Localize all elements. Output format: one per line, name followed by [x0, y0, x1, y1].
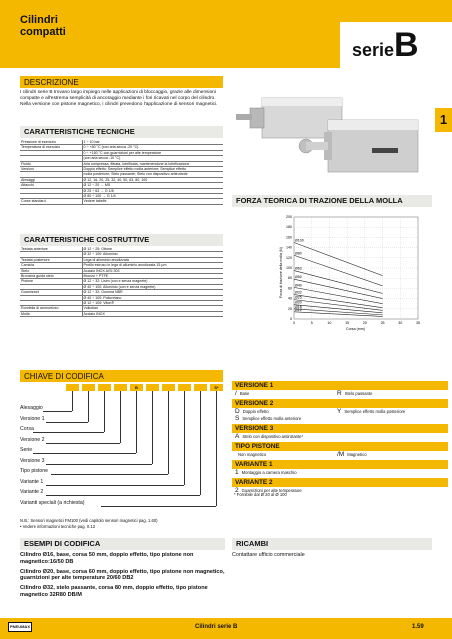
leader-line [101, 506, 216, 507]
code-box [114, 384, 127, 391]
footer-logo: PNEUMAX [8, 622, 32, 632]
row-value: Acciaio INOX AISI 303 [82, 268, 223, 273]
leader-line [46, 443, 120, 444]
forza-title: FORZA TEORICA DI TRAZIONE DELLA MOLLA [232, 195, 432, 207]
x-tick-label: 15 [345, 321, 350, 325]
version-title: VERSIONE 3 [232, 424, 448, 433]
version-title: VERSIONE 2 [232, 399, 448, 408]
code-box [146, 384, 159, 391]
version-option-2 [337, 390, 372, 397]
esempio-item: Cilindro Ø32, stelo passante, corsa 80 mm, doppio effetto, tipo pistone magnetico 32R80 DB/M [20, 585, 208, 598]
version-text: Doppio effetto [242, 409, 269, 414]
leader-line [46, 485, 184, 486]
code-box [66, 384, 79, 391]
row-value: Ø 25 ÷ 63 → G 1/8 [82, 188, 223, 193]
row-key: Guarnizioni [20, 290, 82, 295]
chiave-note1: N.B.: Sensori magnetici FM100 (vedi capitolo sensori magnetici pag. 1.60) [20, 518, 158, 523]
row-value: molla posteriore; Stelo passante; Stelo con dispositivo antirotante [82, 172, 223, 177]
version-code: S [235, 415, 240, 422]
version-row [232, 408, 448, 415]
descrizione-title: DESCRIZIONE [20, 76, 223, 88]
row-key: Pressione di esercizio [20, 140, 82, 145]
tecniche-title: CARATTERISTICHE TECNICHE [20, 126, 223, 138]
leader-line [168, 391, 169, 474]
esempio-item: Cilindro Ø16, base, corsa 50 mm, doppio effetto, tipo pistone non magnetico:16/50 DB [20, 552, 194, 565]
version-section [232, 442, 448, 458]
row-value: Vedere tabelle [82, 199, 223, 204]
y-tick-label: 140 [286, 245, 292, 250]
version-section [232, 381, 448, 397]
series-label: Ø25 [295, 295, 302, 300]
version-text: Base [239, 391, 250, 396]
version-code: 1 [235, 469, 239, 476]
row-key: Corse standard [20, 199, 82, 204]
row-key: Testata anteriore [20, 247, 82, 252]
table-row [20, 199, 223, 204]
code-box [194, 384, 207, 391]
version-title: VARIANTE 1 [232, 460, 448, 469]
code-label: Variante 1 [20, 478, 44, 485]
x-tick-label: 10 [327, 321, 332, 325]
version-code: R [337, 390, 342, 397]
x-tick-label: 20 [362, 321, 367, 325]
tecniche-table [20, 140, 223, 205]
code-label: Varianti speciali (a richiesta) [20, 499, 85, 506]
footnote: * Fornibile dal Ø 20 al Ø 100 [234, 492, 287, 497]
y-tick-label: 40 [288, 296, 292, 301]
y-tick-label: 180 [286, 225, 292, 230]
row-key: Bronzina guida stelo [20, 274, 82, 279]
row-value: Ø 12 ÷ 100: Viton® [82, 301, 223, 306]
row-value: Bronzo + PTFE [82, 274, 223, 279]
row-key: Testata posteriore [20, 257, 82, 262]
y-tick-label: 20 [288, 306, 292, 311]
code-label: Alesaggio [20, 405, 43, 411]
version-code: Y [337, 408, 342, 415]
version-section [232, 399, 448, 422]
code-label: Tipo pistone [20, 468, 49, 474]
version-title: VERSIONE 1 [232, 381, 448, 390]
code-label: Variante 2 [20, 489, 44, 495]
version-code: / [235, 390, 237, 397]
row-value: Vulkollan [82, 306, 223, 311]
version-text: Guarnizioni per alte temperature [241, 488, 302, 493]
y-tick-label: 200 [286, 215, 292, 219]
version-code: A [235, 433, 240, 440]
row-key: Camicia [20, 263, 82, 268]
series-label: Ø32 [295, 290, 302, 295]
row-value: Ø 12, 16, 20, 25, 32, 40, 50, 63, 80, 100 [82, 177, 223, 182]
row-key: Pistone [20, 279, 82, 284]
row-value: Lega di alluminio anodizzata [82, 257, 223, 262]
leader-line [120, 391, 121, 443]
code-label: Serie [20, 447, 33, 453]
version-text: Stelo con dispositivo antirotante* [242, 434, 304, 439]
row-value: Ø 12 ÷ 32: Lisim (con e senza magnete) [82, 279, 223, 284]
spring-force-chart [232, 209, 432, 339]
x-tick-label: 0 [293, 321, 295, 325]
series-label: Ø16 [295, 304, 302, 309]
series-label: Ø20 [295, 300, 302, 305]
row-key: Molla [20, 311, 82, 316]
cylinder-illustration [232, 90, 432, 186]
chiave-note2: • Vedere informazioni tecniche pag. 0.12 [20, 524, 96, 529]
version-row [232, 451, 448, 458]
version-text: Magnetico [347, 452, 367, 457]
leader-line [43, 411, 72, 412]
row-value: Profilo estruso in lega di alluminio anodizzata 15 µm [82, 263, 223, 268]
leader-line [152, 391, 153, 464]
row-value: 1 ÷ 10 bar [82, 140, 223, 145]
version-title: TIPO PISTONE [232, 442, 448, 451]
row-key: Versioni [20, 167, 82, 172]
y-axis-label: Forza di trazione della molla (N) [279, 247, 283, 298]
row-value: Ø 12 ÷ 25: Ottone [82, 247, 223, 252]
code-label: Versione 2 [20, 436, 45, 443]
leader-line [216, 391, 217, 506]
leader-line [46, 422, 88, 423]
series-label: Ø40 [295, 283, 302, 288]
version-text: Non magnetico [238, 452, 267, 457]
version-option-2 [337, 451, 367, 458]
y-tick-label: 0 [290, 317, 292, 321]
y-tick-label: 80 [288, 276, 292, 281]
header-title: Cilindri compatti [20, 14, 66, 38]
x-tick-label: 30 [398, 321, 403, 325]
row-value: Ø 40 ÷ 100: Poliuretano [82, 295, 223, 300]
version-option-2 [337, 408, 405, 415]
leader-line [136, 391, 137, 453]
leader-line [72, 391, 73, 411]
esempi-list [20, 552, 225, 602]
code-box [178, 384, 191, 391]
code-box [82, 384, 95, 391]
y-tick-label: 60 [288, 286, 292, 291]
version-text: Semplice effetto molla anteriore [242, 416, 302, 421]
version-text: Semplice effetto molla posteriore [344, 409, 406, 414]
row-value: Ø 32 ÷ 100: Alluminio [82, 252, 223, 257]
x-axis-label: Corsa (mm) [346, 327, 365, 331]
version-code: 2 [235, 487, 239, 494]
row-value: Ø 12 ÷ 20 → M5 [82, 183, 223, 188]
row-key: Stelo [20, 268, 82, 273]
row-value: Ø 80 ÷ 100 → G 1/4 [82, 194, 223, 199]
x-tick-label: 5 [310, 321, 313, 325]
version-title: VARIANTE 2 [232, 478, 448, 487]
row-value: Ø 12 ÷ 32: Gomma NBR [82, 290, 223, 295]
footer-center: Cilindri serie B [195, 624, 238, 630]
version-text: Stelo passante [344, 391, 373, 396]
ricambi-title: RICAMBI [232, 538, 432, 550]
leader-line [51, 474, 168, 475]
code-box: S* [210, 384, 223, 391]
leader-line [46, 495, 200, 496]
row-value: Ø 40 ÷ 100: Alluminio (con e senza magnete) [82, 284, 223, 289]
series-label: Ø12 [295, 307, 302, 312]
row-value: Doppio effetto; Semplice effetto molla anteriore; Semplice effetto [82, 167, 223, 172]
version-code: D [235, 408, 240, 415]
y-tick-label: 160 [286, 235, 292, 240]
code-label: Versione 3 [20, 457, 45, 464]
version-row [232, 390, 448, 397]
row-key: Alesaggi [20, 177, 82, 182]
series-label: serieB [352, 26, 419, 64]
version-section [232, 424, 448, 440]
row-value: Acciaio INOX [82, 311, 223, 316]
series-label: Ø100 [295, 238, 304, 243]
series-label: Ø63 [295, 266, 302, 271]
esempi-title: ESEMPI DI CODIFICA [20, 538, 225, 550]
series-label: Ø80 [295, 251, 302, 256]
version-row [232, 469, 448, 476]
leader-line [184, 391, 185, 485]
costruttive-table [20, 247, 223, 317]
y-tick-label: 120 [286, 255, 292, 260]
y-tick-label: 100 [286, 266, 292, 270]
esempio-item: Cilindro Ø20, base, corsa 60 mm, doppio effetto, tipo pistone non magnetico, guarnizioni per alte temperature 20/60 DB2 [20, 568, 225, 582]
row-key: Temperatura di esercizio [20, 145, 82, 150]
version-row [232, 433, 448, 440]
row-value: Aria compressa, filtrata, lubrificata, mantenendone la lubrificazione [82, 161, 223, 166]
version-text: Montaggio a camera maschio [241, 470, 297, 475]
footer-page: 1.59 [412, 624, 424, 630]
chapter-tab: 1 [435, 108, 452, 132]
leader-line [104, 391, 105, 432]
code-box: B [130, 384, 143, 391]
ricambi-text: Contattare ufficio commerciale [232, 552, 305, 558]
row-value: (con aria secca -10 °C) [82, 156, 223, 161]
leader-line [33, 432, 104, 433]
x-tick-label: 35 [416, 321, 420, 325]
row-value: 0 ÷ +150 °C con guarnizioni per alte temperature [82, 150, 223, 155]
row-key: Rondella di ammortizzo [20, 306, 82, 311]
leader-line [46, 464, 152, 465]
code-label: Versione 1 [20, 415, 45, 422]
row-value: 0 ÷ +80 °C (con aria secca -20 °C) [82, 145, 223, 150]
series-label: Ø50 [295, 275, 302, 280]
table-row [20, 311, 223, 316]
code-box [162, 384, 175, 391]
row-key: Attacchi [20, 183, 82, 188]
version-section [232, 460, 448, 476]
descrizione-text: I cilindri serie B trovano largo impiego nelle applicazioni di bloccaggio, grazie alle dimensioni compatte e all'estrema semplicità di ancoraggio mediante i fori ricavati nel corpo del cilindro. Nella versione con pistone magnetico, i cilindri prevedono l'applicazione di sensori magnetici. [20, 90, 218, 107]
chiave-title: CHIAVE DI CODIFICA [20, 370, 223, 382]
leader-line [88, 391, 89, 422]
costruttive-title: CARATTERISTICHE COSTRUTTIVE [20, 234, 223, 246]
row-key: Fluido [20, 161, 82, 166]
code-label: Corsa [20, 426, 34, 432]
x-tick-label: 25 [380, 321, 385, 325]
version-code: /M [337, 451, 345, 458]
leader-line [33, 453, 136, 454]
code-box [98, 384, 111, 391]
leader-line [200, 391, 201, 495]
version-row [232, 415, 448, 422]
